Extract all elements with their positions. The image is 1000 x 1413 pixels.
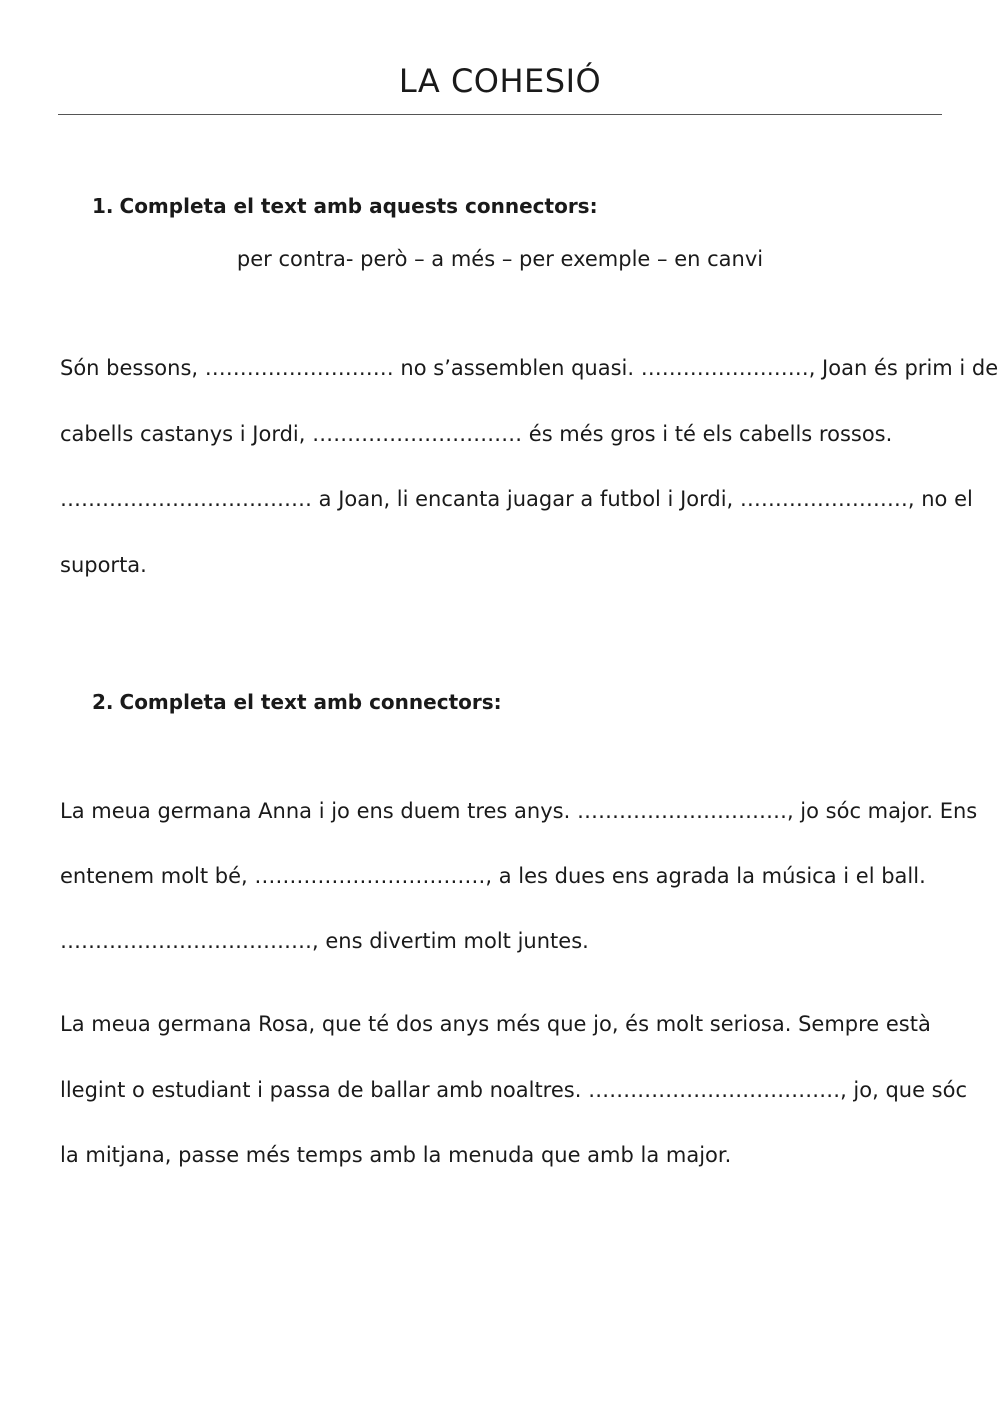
exercise-1-number: 1. xyxy=(92,194,114,218)
exercise-2-line: entenem molt bé, ……………………………, a les dues ens agrada la música i el ball. xyxy=(60,864,926,888)
exercise-1-line: suporta. xyxy=(60,553,147,577)
exercise-2-line: La meua germana Anna i jo ens duem tres anys. …………………………, jo sóc major. Ens xyxy=(60,799,978,823)
exercise-1-line: Són bessons, ……………………… no s’assemblen quasi. ……………………, Joan és prim i de xyxy=(60,356,999,380)
exercise-2-line: la mitjana, passe més temps amb la menuda que amb la major. xyxy=(60,1143,732,1167)
exercise-2-line: llegint o estudiant i passa de ballar amb noaltres. ………………………………, jo, que sóc xyxy=(60,1078,968,1102)
page-title: LA COHESIÓ xyxy=(398,62,602,100)
exercise-2-line: ………………………………, ens divertim molt juntes. xyxy=(60,929,589,953)
exercise-1-heading xyxy=(92,194,598,218)
exercise-1-line: ……………………………… a Joan, li encanta juagar a futbol i Jordi, ……………………, no el xyxy=(60,487,973,511)
exercise-2-heading xyxy=(92,690,502,714)
exercise-1-instruction: Completa el text amb aquests connectors: xyxy=(119,194,598,218)
exercise-2-line: La meua germana Rosa, que té dos anys més que jo, és molt seriosa. Sempre està xyxy=(60,1012,931,1036)
exercise-2-instruction: Completa el text amb connectors: xyxy=(119,690,502,714)
title-divider xyxy=(58,114,942,115)
exercise-1-line: cabells castanys i Jordi, ………………………… és més gros i té els cabells rossos. xyxy=(60,422,893,446)
exercise-2-number: 2. xyxy=(92,690,114,714)
connector-word-bank: per contra- però – a més – per exemple – en canvi xyxy=(236,247,764,271)
